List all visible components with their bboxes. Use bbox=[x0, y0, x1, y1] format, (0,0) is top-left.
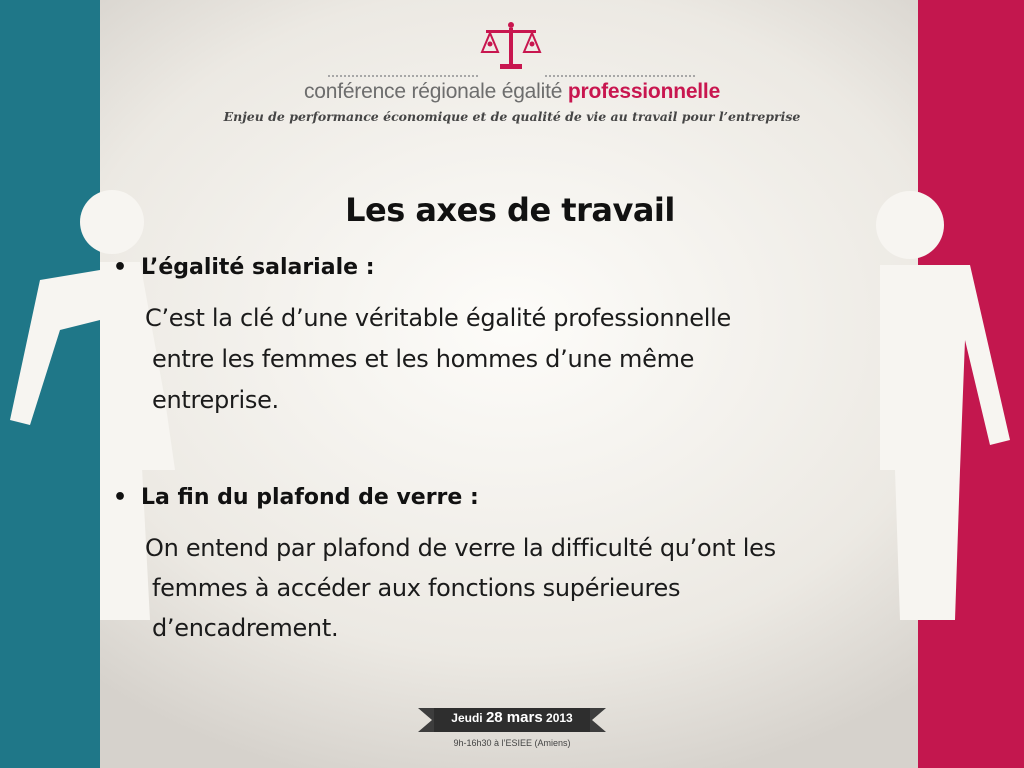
body-line: femmes à accéder aux fonctions supérieures bbox=[152, 574, 681, 602]
conference-name bbox=[0, 80, 1024, 104]
bullet-heading-1 bbox=[113, 255, 375, 280]
conference-logo bbox=[0, 14, 1024, 124]
balance-scale-icon bbox=[478, 18, 544, 74]
conference-name-prefix: conférence régionale égalité bbox=[303, 80, 563, 103]
slide-title: Les axes de travail bbox=[345, 191, 675, 229]
event-date bbox=[418, 709, 606, 726]
bullet-heading-text: L’égalité salariale : bbox=[141, 255, 375, 280]
body-line: On entend par plafond de verre la difficulté qu’ont les bbox=[145, 534, 776, 562]
body-line: entre les femmes et les hommes d’une même bbox=[152, 345, 695, 373]
decorative-dotted-line bbox=[328, 75, 478, 77]
body-line: d’encadrement. bbox=[152, 614, 339, 642]
bullet-heading-2 bbox=[113, 485, 479, 510]
decorative-dotted-line bbox=[545, 75, 695, 77]
bullet-icon: • bbox=[113, 255, 128, 280]
event-date-main: 28 mars bbox=[485, 709, 543, 726]
body-line: entreprise. bbox=[152, 386, 279, 414]
conference-name-highlight: professionnelle bbox=[567, 80, 721, 103]
event-year: 2013 bbox=[546, 711, 573, 725]
conference-tagline: Enjeu de performance économique et de qualité de vie au travail pour l’entreprise bbox=[223, 109, 801, 124]
bullet-heading-text: La fin du plafond de verre : bbox=[141, 485, 479, 510]
event-day: Jeudi bbox=[451, 711, 483, 725]
body-line: C’est la clé d’une véritable égalité professionnelle bbox=[145, 304, 731, 332]
event-place: 9h-16h30 à l’ESIEE (Amiens) bbox=[453, 738, 571, 748]
bullet-icon: • bbox=[113, 485, 128, 510]
